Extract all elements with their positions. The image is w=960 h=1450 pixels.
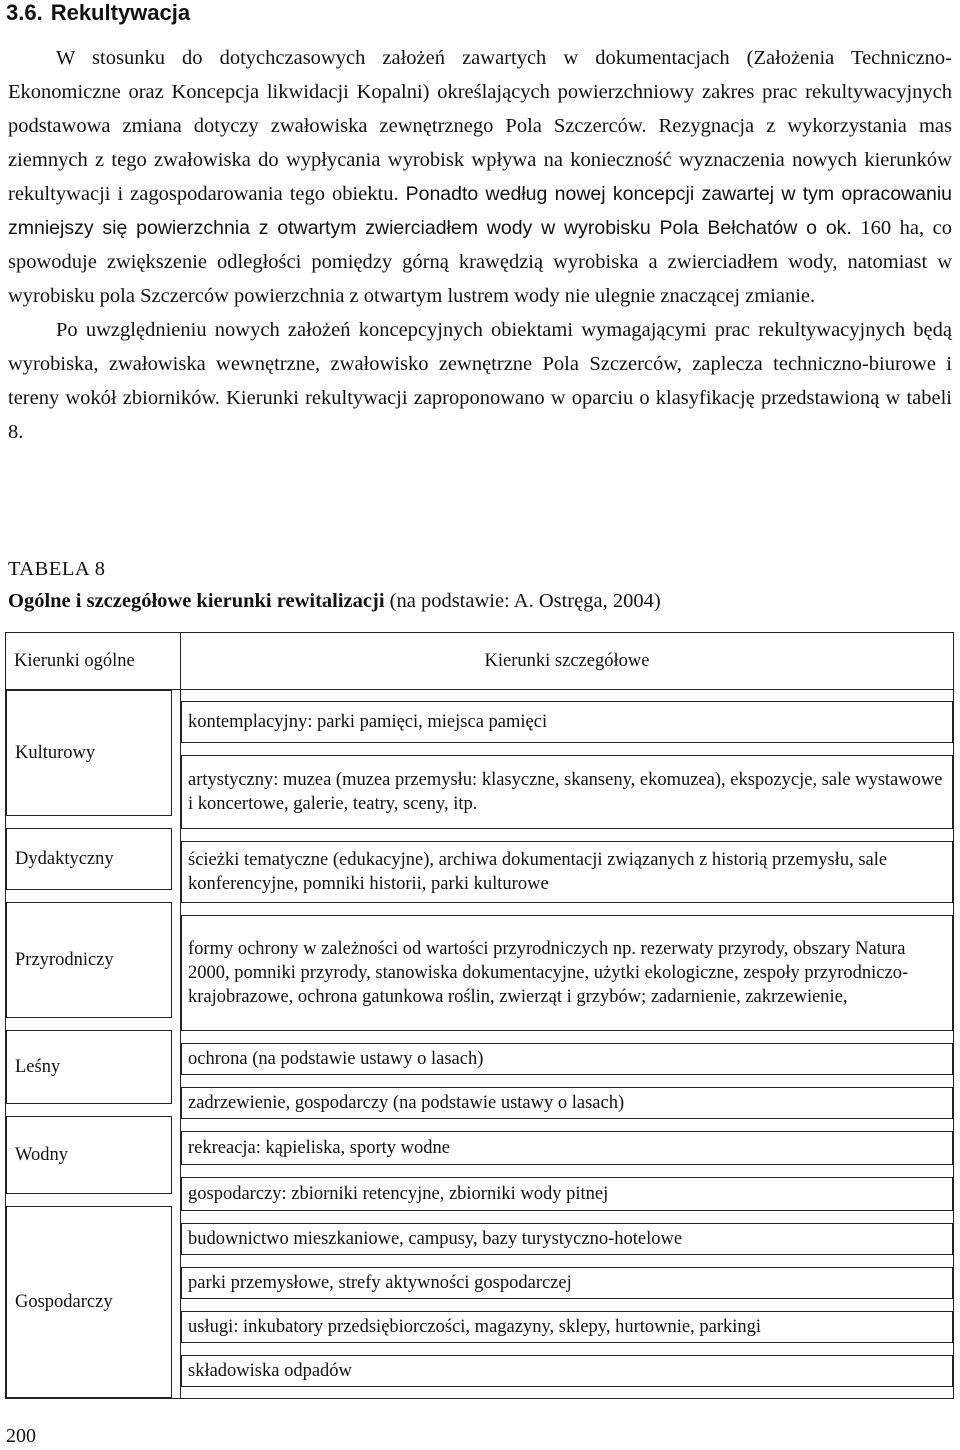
detailed-item: parki przemysłowe, strefy aktywności gospodarczej	[181, 1267, 953, 1299]
general-item: Gospodarczy	[6, 1206, 172, 1398]
general-item: Wodny	[6, 1116, 172, 1194]
table-caption-source: (na podstawie: A. Ostręga, 2004)	[384, 590, 661, 612]
paragraph-1-part-2: Ponadto według nowej koncepcji zawartej w tym opracowaniu zmniejszy się powierzchnia z otwartym zwierciadłem wody w wyrobisku Pola Bełchatów o ok.	[8, 183, 952, 239]
table-header-row	[6, 633, 954, 690]
detailed-item: składowiska odpadów	[181, 1355, 953, 1387]
detailed-column	[181, 690, 954, 1399]
detailed-item: ścieżki tematyczne (edukacyjne), archiwa dokumentacji związanych z historią przemysłu, sale konferencyjne, pomniki historii, parki kulturowe	[181, 841, 953, 903]
detailed-item: formy ochrony w zależności od wartości przyrodniczych np. rezerwaty przyrody, obszary Natura 2000, pomniki przyrody, stanowiska dokumentacyjne, użytki ekologiczne, zespoły przyrodniczo-krajobrazowe, ochrona gatunkowa roślin, zwierząt i grzybów; zadarnienie, zakrzewienie,	[181, 915, 953, 1031]
table-label: TABELA 8	[8, 558, 106, 580]
general-item: Przyrodniczy	[6, 902, 172, 1018]
header-detailed: Kierunki szczegółowe	[181, 633, 954, 690]
detailed-item: rekreacja: kąpieliska, sporty wodne	[181, 1131, 953, 1165]
directions-table	[5, 632, 954, 1399]
detailed-item: ochrona (na podstawie ustawy o lasach)	[181, 1043, 953, 1075]
detailed-item: budownictwo mieszkaniowe, campusy, bazy turystyczno-hotelowe	[181, 1223, 953, 1255]
detailed-item: artystyczny: muzea (muzea przemysłu: klasyczne, skanseny, ekomuzea), ekspozycje, sale wystawowe i koncertowe, galerie, teatry, sceny, itp.	[181, 755, 953, 829]
paragraph-1-part-1: W stosunku do dotychczasowych założeń zawartych w dokumentacjach (Założenia Techniczno-Ekonomiczne oraz Koncepcja likwidacji Kopalni) określających powierzchniowy zakres prac rekultywacyjnych podstawowa zmiana dotyczy zwałowiska zewnętrznego Pola Szczerców. Rezygnacja z wykorzystania mas ziemnych z tego zwałowiska do wypłycania wyrobisk wpływa na konieczność wyznaczenia nowych kierunków rekultywacji i zagospodarowania tego obiektu.	[8, 47, 952, 205]
paragraph-2: Po uwzględnieniu nowych założeń koncepcyjnych obiektami wymagającymi prac rekultywacyjnych będą wyrobiska, zwałowiska wewnętrzne, zwałowisko zewnętrzne Pola Szczerców, zaplecza techniczno-biurowe i tereny wokół zbiorników. Kierunki rekultywacji zaproponowano w oparciu o klasyfikację przedstawioną w tabeli 8.	[8, 319, 952, 443]
general-item: Dydaktyczny	[6, 828, 172, 890]
table-body-row	[6, 690, 954, 1399]
section-title: Rekultywacja	[50, 0, 191, 25]
section-number: 3.6.	[6, 0, 43, 25]
general-item: Kulturowy	[6, 690, 172, 816]
paragraph-1-part-3: 160 ha, co spowoduje zwiększenie odległości pomiędzy górną krawędzią wyrobiska a zwierciadłem wody, natomiast w wyrobisku pola Szczerców powierzchnia z otwartym lustrem wody nie ulegnie znaczącej zmianie.	[8, 217, 952, 307]
section-heading	[6, 0, 190, 26]
body-text	[8, 41, 952, 449]
detailed-item: gospodarczy: zbiorniki retencyjne, zbiorniki wody pitnej	[181, 1177, 953, 1211]
detailed-item: kontemplacyjny: parki pamięci, miejsca pamięci	[181, 701, 953, 743]
detailed-item: usługi: inkubatory przedsiębiorczości, magazyny, sklepy, hurtownie, parkingi	[181, 1311, 953, 1343]
table-caption	[8, 590, 661, 613]
paragraph-1	[8, 41, 952, 313]
general-column	[6, 690, 181, 1399]
general-item: Leśny	[6, 1030, 172, 1104]
detailed-item: zadrzewienie, gospodarczy (na podstawie ustawy o lasach)	[181, 1087, 953, 1119]
page-number: 200	[6, 1425, 36, 1447]
table-caption-bold: Ogólne i szczegółowe kierunki rewitalizacji	[8, 590, 385, 612]
header-general: Kierunki ogólne	[6, 633, 181, 690]
